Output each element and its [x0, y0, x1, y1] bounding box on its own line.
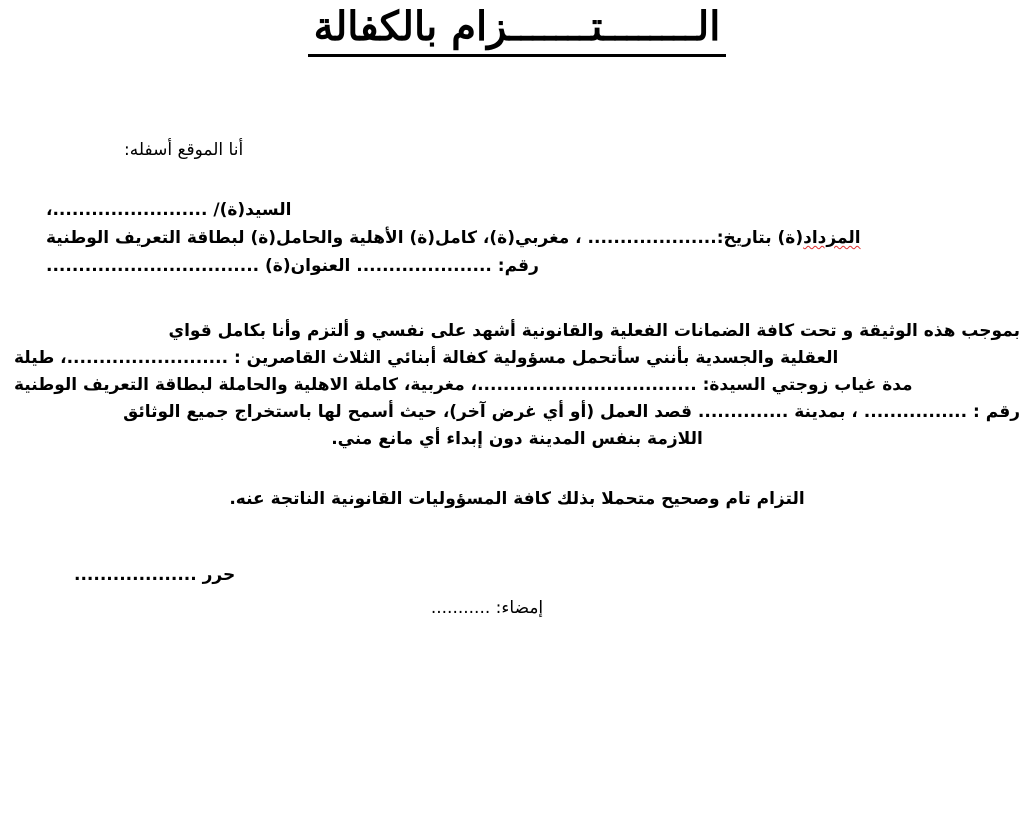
date-field-line: حرر ................... — [74, 565, 236, 585]
spellcheck-word: المزداد — [803, 228, 861, 248]
identity-name-line: السيد(ة)/ ........................، — [46, 200, 292, 220]
intro-line: أنا الموقع أسفله: — [124, 140, 244, 160]
page-title-container — [0, 2, 1034, 57]
body-line-4: رقم : ................ ، بمدينة .............. قصد العمل (أو أي غرض آخر)، حيث أسمح لها باستخراج جميع الوثائق — [123, 402, 1020, 422]
signature-field-line: إمضاء: ........... — [430, 598, 544, 618]
body-line-5: اللازمة بنفس المدينة دون إبداء أي مانع مني. — [331, 429, 703, 449]
body-line-3: مدة غياب زوجتي السيدة: ..................................، مغربية، كاملة الاهلية والحاملة لبطاقة التعريف الوطنية — [14, 375, 913, 395]
body-line-1: بموجب هذه الوثيقة و تحت كافة الضمانات الفعلية والقانونية أشهد على نفسي و ألتزم وأنا بكامل قواي — [168, 321, 1020, 341]
page-title: الــــــــتـــــــزام بالكفالة — [308, 2, 727, 57]
identity-birth-rest: (ة) بتاريخ:.................... ، مغربي(ة)، كامل(ة) الأهلية والحامل(ة) لبطاقة التعريف الوطنية — [46, 228, 804, 248]
closing-statement: التزام تام وصحيح متحملا بذلك كافة المسؤوليات القانونية الناتجة عنه. — [229, 489, 805, 509]
body-line-2: العقلية والجسدية بأنني سأتحمل مسؤولية كفالة أبنائي الثلاث القاصرين : .........................، طيلة — [14, 348, 839, 368]
identity-birth-line — [46, 224, 1034, 252]
identity-idnumber-address-line: رقم: ..................... العنوان(ة) ................................. — [46, 256, 539, 276]
identity-block — [34, 196, 1034, 280]
body-paragraph — [14, 318, 1020, 453]
